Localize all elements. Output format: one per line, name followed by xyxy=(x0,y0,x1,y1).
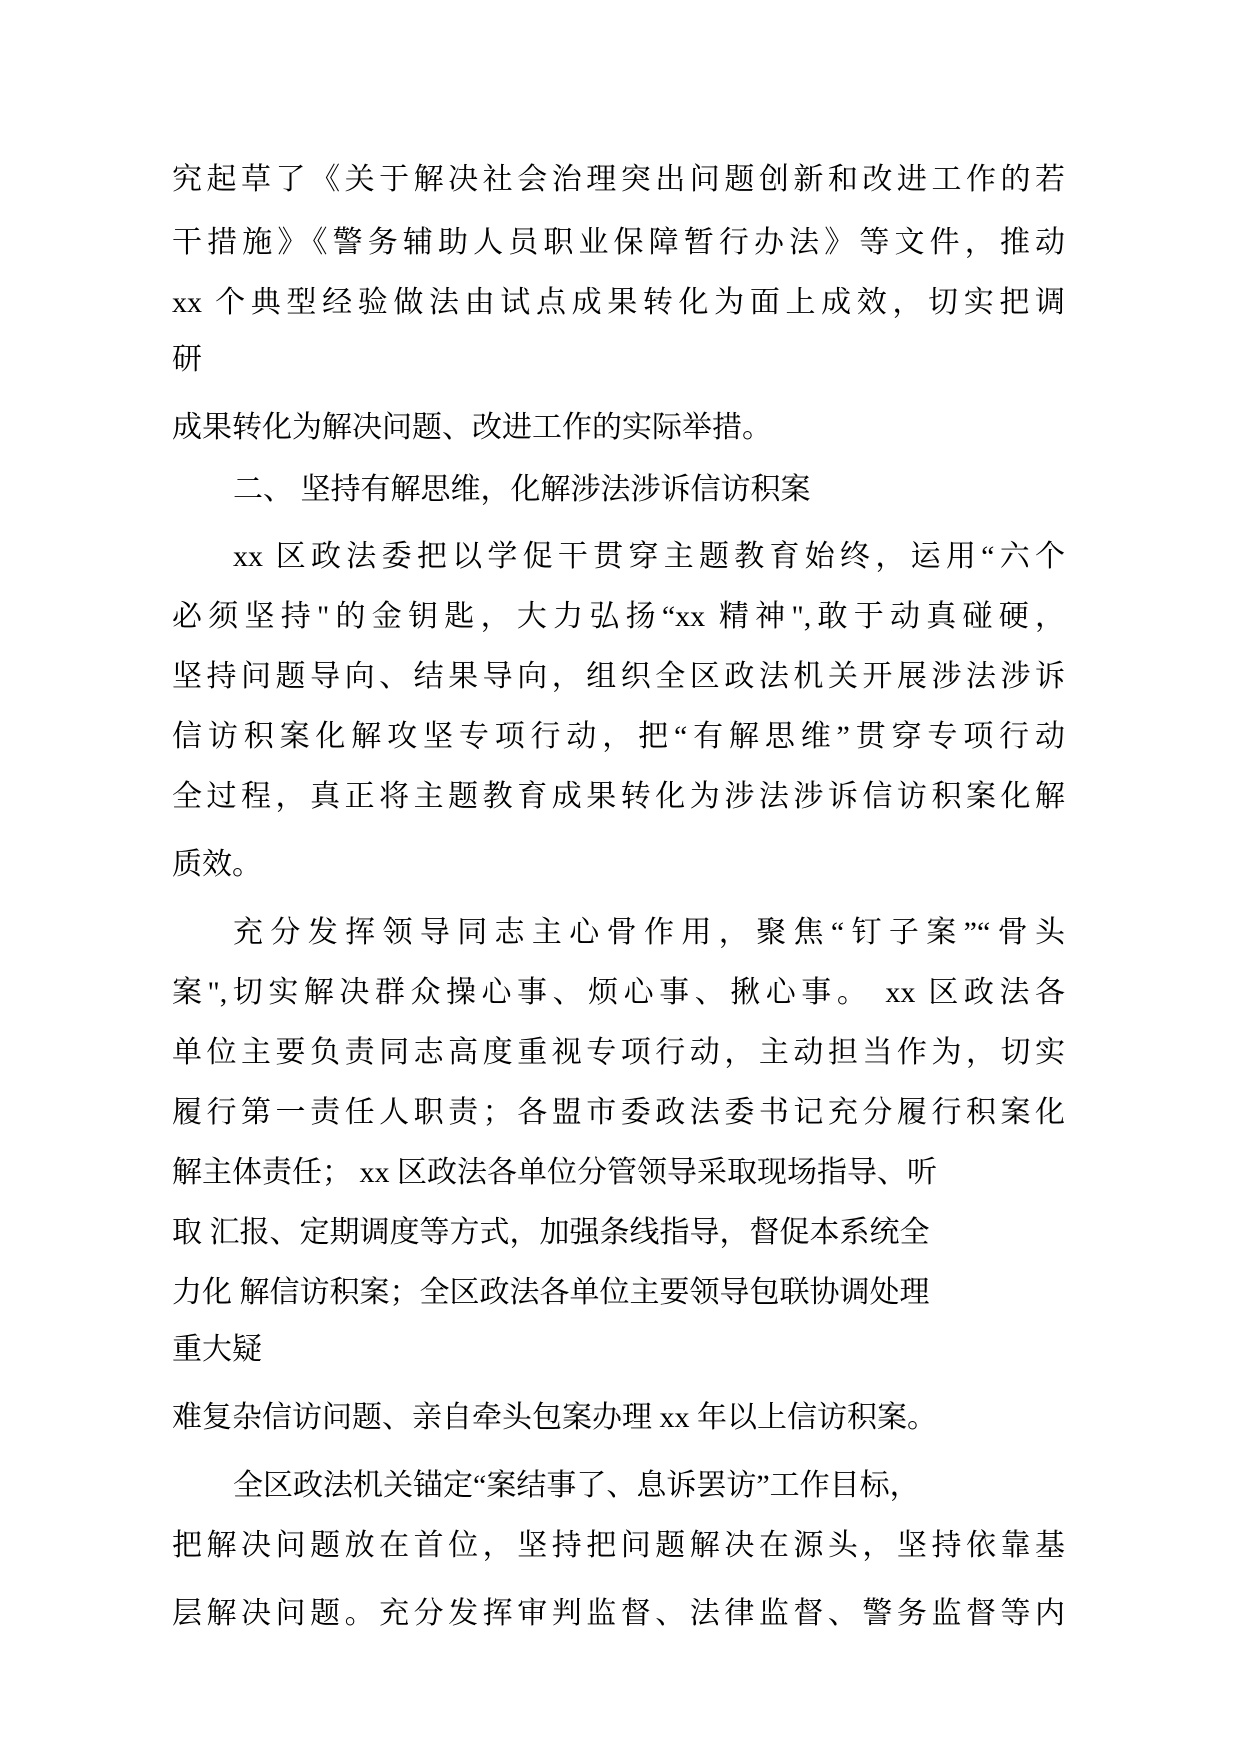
section-heading: 二、 坚持有解思维，化解涉法涉诉信访积案 xyxy=(233,473,811,506)
body-text-line: 质效。 xyxy=(172,848,262,881)
body-text-line: 案",切实解决群众操心事、烦心事、揪心事。 xx 区政法各 xyxy=(172,976,1065,1009)
body-text-line: 层解决问题。充分发挥审判监督、法律监督、警务监督等内 xyxy=(172,1597,1065,1630)
body-text-line: 全过程，真正将主题教育成果转化为涉法涉诉信访积案化解 xyxy=(172,780,1065,813)
body-text-line: 研 xyxy=(172,343,202,376)
body-text-line: 干措施》《警务辅助人员职业保障暂行办法》等文件，推动 xyxy=(172,226,1065,259)
body-text-line: 全区政法机关锚定“案结事了、息诉罢访”工作目标， xyxy=(233,1469,920,1502)
body-text-line: 单位主要负责同志高度重视专项行动，主动担当作为，切实 xyxy=(172,1036,1065,1069)
body-text-line: 究起草了《关于解决社会治理突出问题创新和改进工作的若 xyxy=(172,163,1065,196)
body-text-line: 信访积案化解攻坚专项行动，把“有解思维”贯穿专项行动 xyxy=(172,720,1065,753)
body-text-line: 履行第一责任人职责；各盟市委政法委书记充分履行积案化 xyxy=(172,1096,1065,1129)
body-text-line: 难复杂信访问题、亲自牵头包案办理 xx 年以上信访积案。 xyxy=(172,1401,937,1434)
body-text-line: 把解决问题放在首位，坚持把问题解决在源头，坚持依靠基 xyxy=(172,1529,1065,1562)
body-text-line: 取 汇报、定期调度等方式，加强条线指导，督促本系统全 xyxy=(172,1216,930,1249)
body-text-line: 解主体责任； xx 区政法各单位分管领导采取现场指导、听 xyxy=(172,1156,937,1189)
body-text-line: 重大疑 xyxy=(172,1333,262,1366)
body-text-line: 必须坚持"的金钥匙，大力弘扬“xx 精神",敢于动真碰硬， xyxy=(172,600,1065,633)
body-text-line: 充分发挥领导同志主心骨作用，聚焦“钉子案”“骨头 xyxy=(233,916,1065,949)
body-text-line: 力化 解信访积案；全区政法各单位主要领导包联协调处理 xyxy=(172,1276,930,1309)
body-text-line: xx 区政法委把以学促干贯穿主题教育始终，运用“六个 xyxy=(233,540,1065,573)
body-text-line: 坚持问题导向、结果导向，组织全区政法机关开展涉法涉诉 xyxy=(172,660,1065,693)
body-text-line: xx 个典型经验做法由试点成果转化为面上成效，切实把调 xyxy=(172,286,1065,319)
body-text-line: 成果转化为解决问题、改进工作的实际举措。 xyxy=(172,411,772,444)
